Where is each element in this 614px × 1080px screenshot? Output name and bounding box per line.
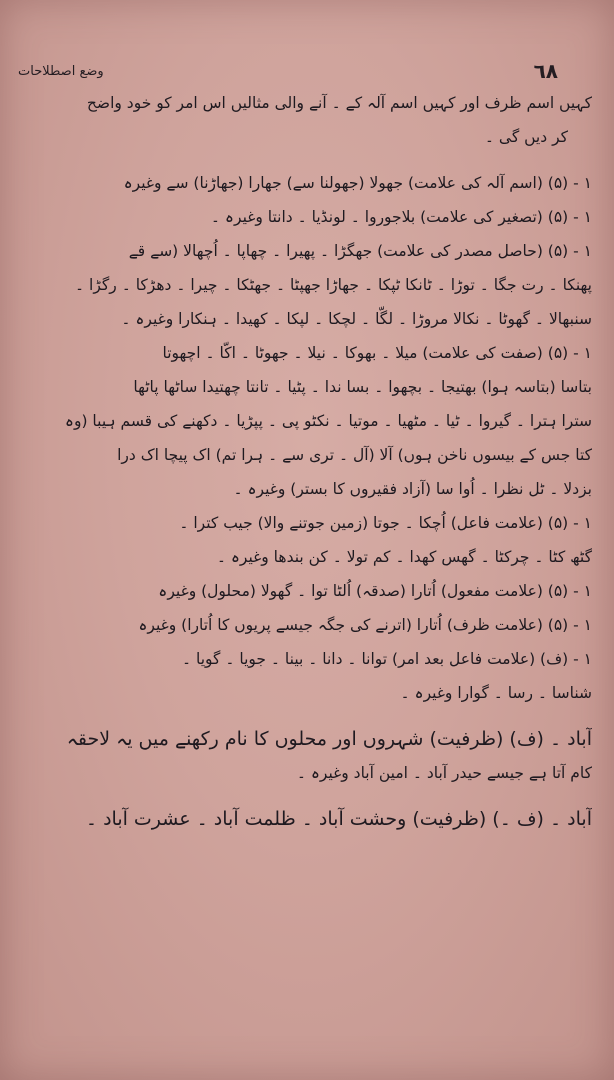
text-line: ۱ - (۵) (علامت ظرف) اُتارا (اترنے کی جگہ جیسے پریوں کا اُتارا) وغیرہ [138,616,592,634]
text-line: ۱ - (۵) (علامت فاعل) اُچکا ۔ جوتا (زمین جوتنے والا) جیب کترا ۔ [179,514,592,532]
page-number: ٦٨ [533,59,558,83]
text-line: شناسا ۔ رسا ۔ گوارا وغیرہ ۔ [400,684,592,702]
text-line: ۱ - (۵) (حاصل مصدر کی علامت) جھگڑا ۔ پھیرا ۔ چھاپا ۔ اُچھالا (سے قے [128,242,592,260]
text-line: ۱ - (۵) (اسم آلہ کی علامت) جھولا (جھولنا سے) جھارا (جھاڑنا) سے وغیرہ [123,174,592,192]
text-line: کر دیں گی ۔ [484,128,568,146]
text-line: کتا جس کے بیسوں ناخن ہوں) آلا (آل ۔ تری سے ۔ ہرا تم) اک پیچا اک درا [117,446,592,464]
text-line: ۱ - (۵) (صفت کی علامت) میلا ۔ بھوکا ۔ نیلا ۔ جھوٹا ۔ اکّا ۔ اچھوتا [162,344,592,362]
text-line: بتاسا (بتاسہ ہوا) بھتیجا ۔ بچھوا ۔ بسا ندا ۔ پٹیا ۔ تانتا چھتیدا ساٹھا پاٹھا [133,378,592,396]
text-line: سترا ہترا ۔ گیروا ۔ ٹیا ۔ مٹھیا ۔ موتیا ۔ نکٹو پی ۔ پپڑیا ۔ دکھنے کی قسم ہیبا (وہ [64,412,592,430]
text-line: آباد ۔ (ف ۔) (ظرفیت) وحشت آباد ۔ ظلمت آباد ۔ عشرت آباد ۔ [85,808,592,830]
text-line: کام آتا ہے جیسے حیدر آباد ۔ امین آباد وغیرہ ۔ [296,764,592,782]
text-line: پھنکا ۔ رت جگا ۔ توڑا ۔ ٹانکا ٹپکا ۔ جھاڑا جھپٹا ۔ جھٹکا ۔ چیرا ۔ دھڑکا ۔ رگڑا ۔ [75,276,592,294]
text-line: ۱ - (۵) (علامت مفعول) اُتارا (صدقہ) اُلٹا توا ۔ گھولا (محلول) وغیرہ [158,582,592,600]
text-line: کہیں اسم ظرف اور کہیں اسم آلہ کے ۔ آنے والی مثالیں اس امر کو خود واضح [86,94,592,112]
text-line: ۱ - (۵) (تصغیر کی علامت) بلاجوروا ۔ لونڈیا ۔ دانتا وغیرہ ۔ [210,208,592,226]
text-line: گٹھ کٹا ۔ چرکٹا ۔ گھس کھدا ۔ کم تولا ۔ کن بندھا وغیرہ ۔ [216,548,592,566]
running-title: وضع اصطلاحات [18,63,104,79]
text-line: ۱ - (ف) (علامت فاعل بعد امر) توانا ۔ دانا ۔ بینا ۔ جویا ۔ گویا ۔ [182,650,592,668]
text-line: سنبھالا ۔ گھوٹا ۔ نکالا مروڑا ۔ لگّا ۔ لچکا ۔ لپکا ۔ کھیدا ۔ ہنکارا وغیرہ ۔ [121,310,592,328]
text-line: آباد ۔ (ف) (ظرفیت) شہروں اور محلوں کا نام رکھنے میں یہ لاحقہ [66,728,592,750]
page-header [18,58,558,84]
text-line: بزدلا ۔ ٹل نظرا ۔ اُوا سا (آزاد فقیروں کا بستر) وغیرہ ۔ [233,480,592,498]
page-body [14,86,592,836]
